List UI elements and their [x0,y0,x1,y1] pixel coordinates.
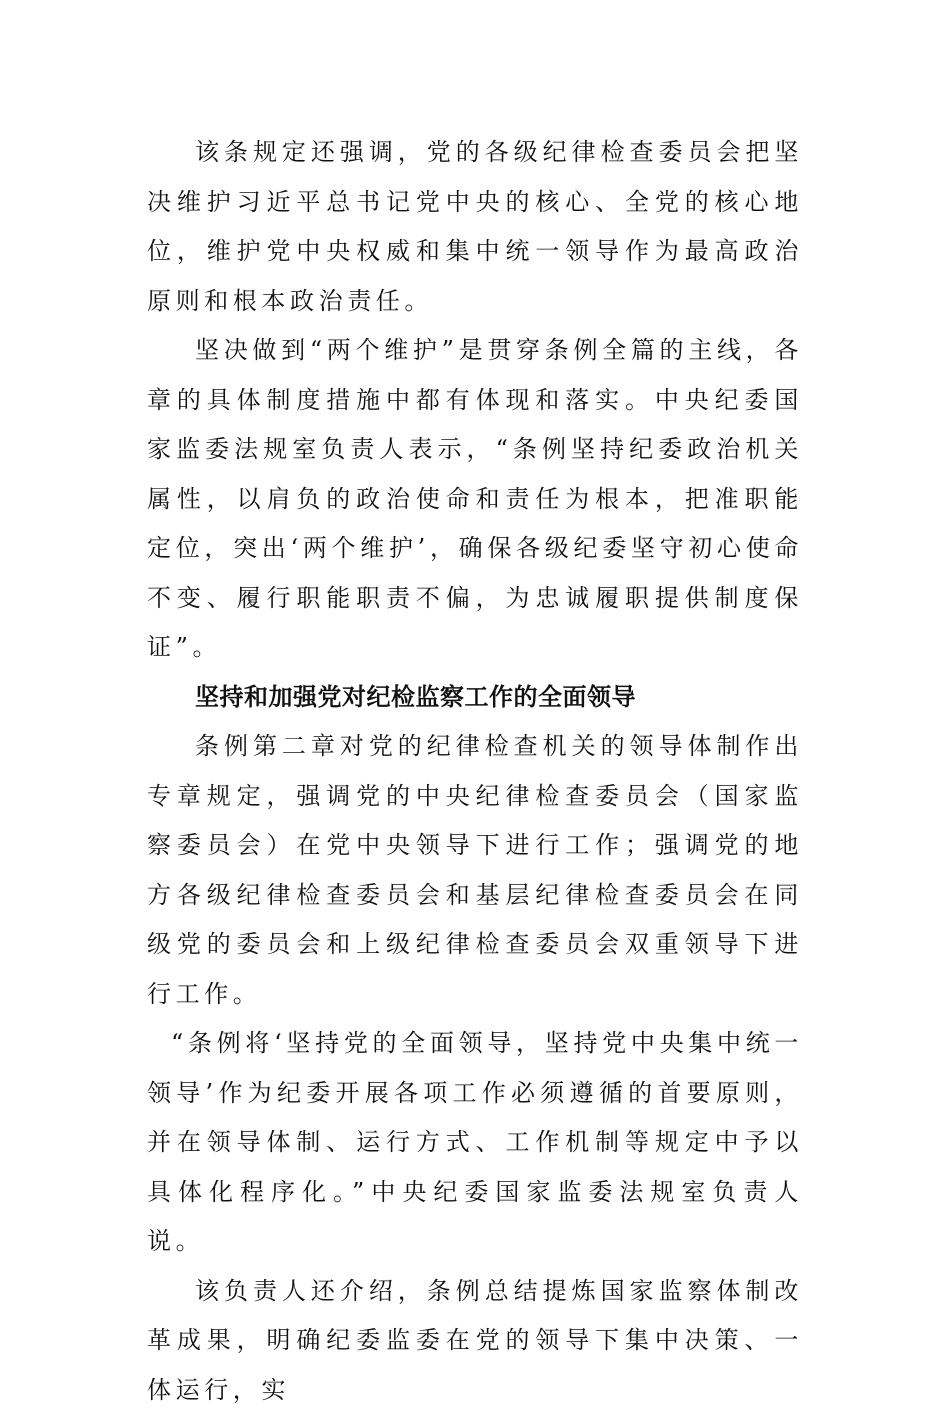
paragraph: 条例第二章对党的纪律检查机关的领导体制作出专章规定，强调党的中央纪律检查委员会（国家监察委员会）在党中央领导下进行工作；强调党的地方各级纪律检查委员会和基层纪律检查委员会在同级党的委员会和上级纪律检查委员会双重领导下进行工作。 [147,722,803,1019]
section-heading: 坚持和加强党对纪检监察工作的全面领导 [147,673,803,723]
paragraph: “条例将‘坚持党的全面领导，坚持党中央集中统一领导’作为纪委开展各项工作必须遵循的首要原则，并在领导体制、运行方式、工作机制等规定中予以具体化程序化。”中央纪委国家监委法规室负责人说。 [147,1019,803,1267]
paragraph: 该条规定还强调，党的各级纪律检查委员会把坚决维护习近平总书记党中央的核心、全党的核心地位，维护党中央权威和集中统一领导作为最高政治原则和根本政治责任。 [147,128,803,326]
document-body [147,128,803,1415]
paragraph: 该负责人还介绍，条例总结提炼国家监察体制改革成果，明确纪委监委在党的领导下集中决策、一体运行，实 [147,1267,803,1415]
paragraph: 坚决做到“两个维护”是贯穿条例全篇的主线，各章的具体制度措施中都有体现和落实。中央纪委国家监委法规室负责人表示，“条例坚持纪委政治机关属性，以肩负的政治使命和责任为根本，把准职能定位，突出‘两个维护’，确保各级纪委坚守初心使命不变、履行职能职责不偏，为忠诚履职提供制度保证”。 [147,326,803,673]
